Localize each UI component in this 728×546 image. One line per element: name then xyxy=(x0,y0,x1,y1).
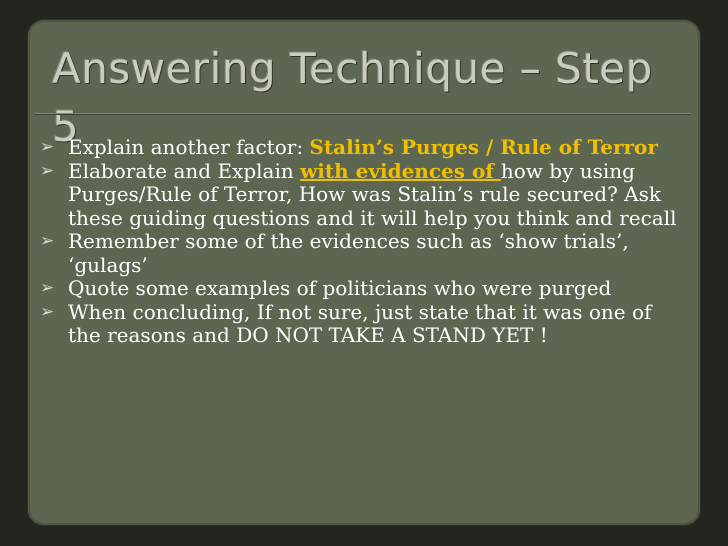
arrow-bullet-icon: ➢ xyxy=(40,301,55,322)
arrow-bullet-icon: ➢ xyxy=(40,137,55,157)
bullet-text-continued: how by using Purges/Rule of Terror, How was Stalin’s rule secured? Ask these guiding questions and it will help you think and recall xyxy=(68,158,677,230)
bullet-item xyxy=(40,230,690,277)
bullet-item xyxy=(40,136,690,160)
arrow-bullet-icon: ➢ xyxy=(40,160,55,181)
bullet-highlight: with evidences of xyxy=(300,158,501,183)
bullet-highlight: Stalin’s Purges / Rule of Terror xyxy=(309,135,658,159)
bullet-list xyxy=(40,136,690,348)
slide-title: Answering Technique – Step 5 xyxy=(52,44,653,151)
arrow-bullet-icon: ➢ xyxy=(40,278,55,298)
title-divider xyxy=(34,113,690,114)
bullet-text: Remember some of the evidences such as ‘show trials’, ‘gulags’ xyxy=(68,229,629,277)
bullet-text: When concluding, If not sure, just state that it was one of the reasons and DO NOT TAKE A STAND YET ! xyxy=(68,299,652,347)
bullet-text: Explain another factor: xyxy=(68,135,310,159)
bullet-item xyxy=(40,277,690,301)
bullet-text: Elaborate and Explain xyxy=(68,158,301,183)
arrow-bullet-icon: ➢ xyxy=(40,231,55,251)
bullet-item xyxy=(40,160,690,231)
bullet-item xyxy=(40,301,690,348)
bullet-text: Quote some examples of politicians who were purged xyxy=(68,276,612,300)
